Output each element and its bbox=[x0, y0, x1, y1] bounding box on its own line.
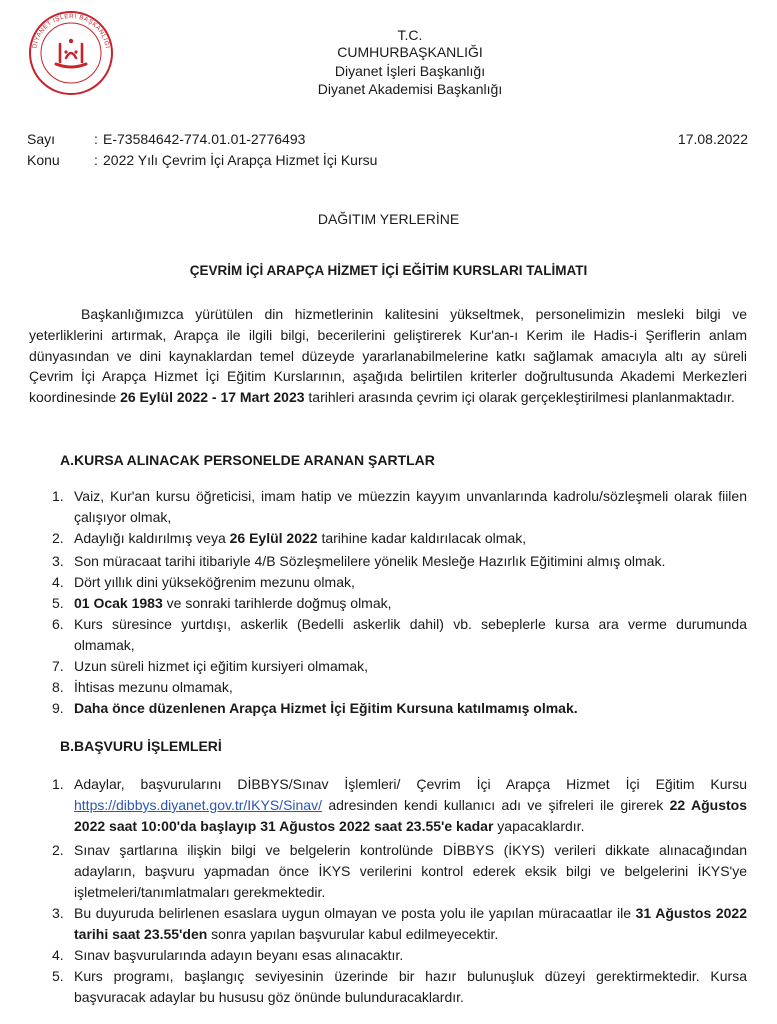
list-item-number: 5. bbox=[52, 595, 64, 611]
list-item-number: 4. bbox=[52, 947, 64, 963]
list-item-number: 1. bbox=[52, 776, 64, 792]
list-item: Adaylar, başvurularını DİBBYS/Sınav İşlemleri/ Çevrim İçi Arapça Hizmet İçi Eğitim Kursu https://dibbys.diyanet.gov.tr/IKYS/Sinav/ adresinden kendi kullanıcı adı ve şifreleri ile girerek 22 Ağustos 2022 saat 10:00'da başlayıp 31 Ağustos 2022 saat 23.55'e kadar yapacaklardır. bbox=[74, 776, 747, 834]
sayi-colon: : bbox=[94, 131, 98, 147]
seal-ring-text: DİYANET İŞLERİ BAŞKANLIĞI bbox=[31, 12, 111, 50]
list-item: Daha önce düzenlenen Arapça Hizmet İçi Eğitim Kursuna katılmamış olmak. bbox=[74, 700, 578, 716]
document-date: 17.08.2022 bbox=[677, 131, 748, 147]
intro-text: Başkanlığımızca yürütülen din hizmetlerinin kalitesini yükseltmek, personelimizin mesleki bilgi ve yeterliklerini artırmak, Arapça ile ilgili bilgi, becerilerini geliştirerek Kur'an-ı Kerim ile Hadis-i Şeriflerin anlam dünyasından ve dini kaynaklardan temel düzeyde yararlanabilmelerine katkı sağlamak amacıyla altı ay süreli Çevrim İçi Arapça Hizmet İçi Eğitim Kurslarının, aşağıda belirtilen kriterler doğrultusunda Akademi Merkezleri koordinesinde bbox=[29, 306, 747, 406]
header-tc: T.C. bbox=[397, 27, 423, 43]
recipient-line: DAĞITIM YERLERİNE bbox=[317, 211, 460, 227]
diyanet-logo bbox=[28, 10, 114, 96]
konu-value: 2022 Yılı Çevrim İçi Arapça Hizmet İçi Kursu bbox=[103, 152, 378, 168]
intro-text-end: tarihleri arasında çevrim içi olarak gerçekleştirilmesi planlanmaktadır. bbox=[304, 389, 735, 406]
svg-text:DİYANET İŞLERİ BAŞKANLIĞI bbox=[31, 13, 110, 49]
list-item-number: 9. bbox=[52, 700, 64, 716]
diyanet-seal-icon bbox=[28, 10, 114, 96]
list-item-number: 3. bbox=[52, 905, 64, 921]
list-item: Kurs programı, başlangıç seviyesinin üzerinde bir hazır bulunuşluk düzeyi gerektirmektedir. Kursa başvuracak adaylar bu hususu göz önünde bulunduracaklardır. bbox=[74, 968, 747, 1005]
intro-paragraph bbox=[29, 304, 747, 408]
header-academy: Diyanet Akademisi Başkanlığı bbox=[317, 81, 503, 97]
list-item: Dört yıllık dini yükseköğrenim mezunu olmak, bbox=[74, 574, 355, 590]
list-item: Bu duyuruda belirlenen esaslara uygun olmayan ve posta yolu ile yapılan müracaatlar ile 31 Ağustos 2022 tarihi saat 23.55'den sonra yapılan başvurular kabul edilmeyecektir. bbox=[74, 905, 747, 942]
list-item-number: 5. bbox=[52, 968, 64, 984]
list-item-number: 6. bbox=[52, 616, 64, 632]
list-item: İhtisas mezunu olmamak, bbox=[74, 679, 233, 695]
list-item: Uzun süreli hizmet içi eğitim kursiyeri olmamak, bbox=[74, 658, 369, 674]
header-presidency: CUMHURBAŞKANLIĞI bbox=[337, 44, 483, 60]
list-item: Son müracaat tarihi itibariyle 4/B Sözleşmelilere yönelik Mesleğe Hazırlık Eğitimini almış olmak. bbox=[74, 553, 666, 569]
list-item: Kurs süresince yurtdışı, askerlik (Bedelli askerlik dahil) vb. sebeplerle kursa ara verme durumunda olmamak, bbox=[74, 616, 747, 653]
header-directorate: Diyanet İşleri Başkanlığı bbox=[334, 63, 486, 79]
list-item: Adaylığı kaldırılmış veya 26 Eylül 2022 tarihine kadar kaldırılacak olmak, bbox=[74, 530, 527, 546]
list-item: Sınav şartlarına ilişkin bilgi ve belgelerin kontrolünde DİBBYS (İKYS) verileri dikkate alınacağından adayların, başvuru yapmadan önce İKYS verilerini kontrol ederek eksik bilgi ve belgelerini İKYS'ye işletmeleri/tanımlatmaları gerekmektedir. bbox=[74, 842, 747, 900]
section-a-title: A.KURSA ALINACAK PERSONELDE ARANAN ŞARTLAR bbox=[60, 452, 435, 468]
list-item-number: 2. bbox=[52, 842, 64, 858]
list-item-number: 7. bbox=[52, 658, 64, 674]
list-item-number: 1. bbox=[52, 488, 64, 504]
dibbys-link[interactable]: https://dibbys.diyanet.gov.tr/IKYS/Sinav/ bbox=[74, 797, 322, 813]
list-item: Sınav başvurularında adayın beyanı esas alınacaktır. bbox=[74, 947, 404, 963]
list-item-number: 8. bbox=[52, 679, 64, 695]
intro-dates: 26 Eylül 2022 - 17 Mart 2023 bbox=[120, 389, 305, 406]
list-item-number: 2. bbox=[52, 530, 64, 546]
sayi-label: Sayı bbox=[27, 131, 56, 147]
sayi-value: E-73584642-774.01.01-2776493 bbox=[103, 131, 306, 147]
list-item-number: 3. bbox=[52, 553, 64, 569]
section-b-title: B.BAŞVURU İŞLEMLERİ bbox=[60, 738, 222, 754]
list-item: 01 Ocak 1983 ve sonraki tarihlerde doğmuş olmak, bbox=[74, 595, 392, 611]
list-item-number: 4. bbox=[52, 574, 64, 590]
document-title: ÇEVRİM İÇİ ARAPÇA HİZMET İÇİ EĞİTİM KURSLARI TALİMATI bbox=[189, 263, 588, 278]
konu-colon: : bbox=[94, 152, 98, 168]
list-item: Vaiz, Kur'an kursu öğreticisi, imam hatip ve müezzin kayyım unvanlarında kadrolu/sözleşmeli olarak fiilen çalışıyor olmak, bbox=[74, 488, 747, 525]
konu-label: Konu bbox=[27, 152, 60, 168]
